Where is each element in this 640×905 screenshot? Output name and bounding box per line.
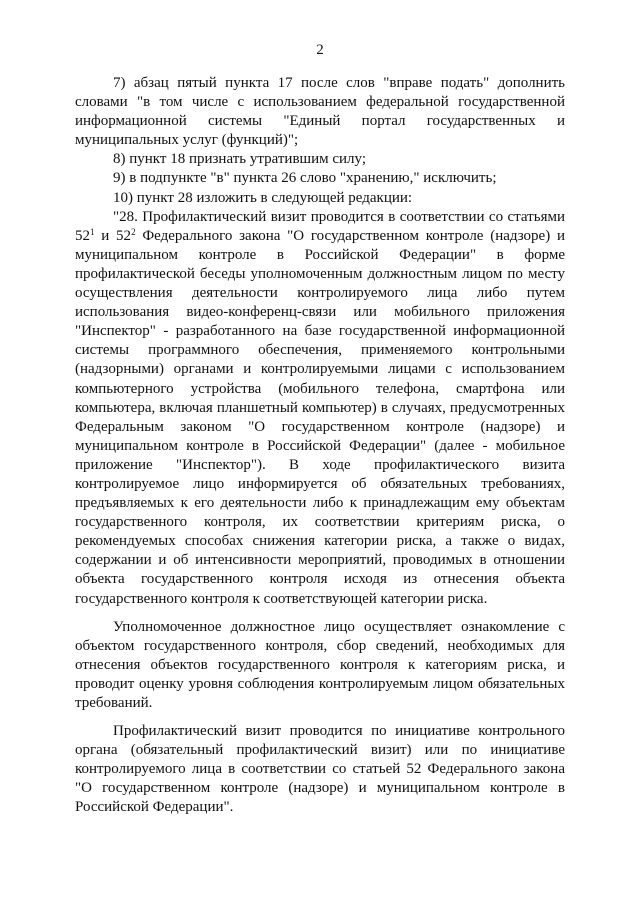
article-text-part: и 52 (94, 227, 132, 244)
article-text-part: "28. Профилактический визит проводится в соответствии со статьями 52 (75, 208, 565, 244)
amendment-item-10: 10) пункт 28 изложить в следующей редакции: (113, 189, 413, 206)
document-body (75, 74, 565, 818)
superscript: 2 (131, 226, 136, 237)
amendment-item-7: 7) абзац пятый пункта 17 после слов "вправе подать" дополнить словами "в том числе с использованием федеральной государственной информационной системы "Единый портал государственных и муниципальных услуг (функций)"; (75, 75, 565, 149)
amendment-item-9: 9) в подпункте "в" пункта 26 слово "хранению," исключить; (113, 170, 497, 187)
superscript: 1 (90, 226, 95, 237)
page-number: 2 (316, 42, 324, 58)
amendment-item-8: 8) пункт 18 признать утратившим силу; (113, 151, 367, 168)
article-28-text (75, 208, 565, 609)
paragraph-initiative: Профилактический визит проводится по инициативе контрольного органа (обязательный профилактический визит) или по инициативе контролируемого лица в соответствии со статьей 52 Федерального закона "О государственном контроле (надзоре) и муниципальном контроле в Российской Федерации". (75, 723, 565, 816)
paragraph-familiarization: Уполномоченное должностное лицо осуществляет ознакомление с объектом государственного контроля, сбор сведений, необходимых для отнесения объектов государственного контроля к категориям риска, и проводит оценку уровня соблюдения контролируемым лицом обязательных требований. (75, 618, 565, 711)
article-text-part: Федерального закона "О государственном контроле (надзоре) и муниципальном контроле в Российской Федерации" в форме профилактической беседы уполномоченным должностным лицом по месту осуществления деятельности контролируемого лица либо путем использования видео-конференц-связи или мобильного приложения "Инспектор" - разработанного на базе государственной информационной системы программного обеспечения, применяемого контрольными (надзорными) органами и контролируемыми лицами с использованием компьютерного устройства (мобильного телефона, смартфона или компьютера, включая планшетный компьютер) в случаях, предусмотренных Федеральным законом "О государственном контроле (надзоре) и муниципальном контроле в Российской Федерации" (далее - мобильное приложение "Инспектор"). В ходе профилактического визита контролируемое лицо информируется об обязательных требованиях, предъявляемых к его деятельности либо к принадлежащим ему объектам государственного контроля, их соответствии критериям риска, о рекомендуемых способах снижения категории риска, а также о видах, содержании и об интенсивности мероприятий, проводимых в отношении объекта государственного контроля исходя из отнесения объекта государственного контроля к соответствующей категории риска. (75, 227, 566, 607)
